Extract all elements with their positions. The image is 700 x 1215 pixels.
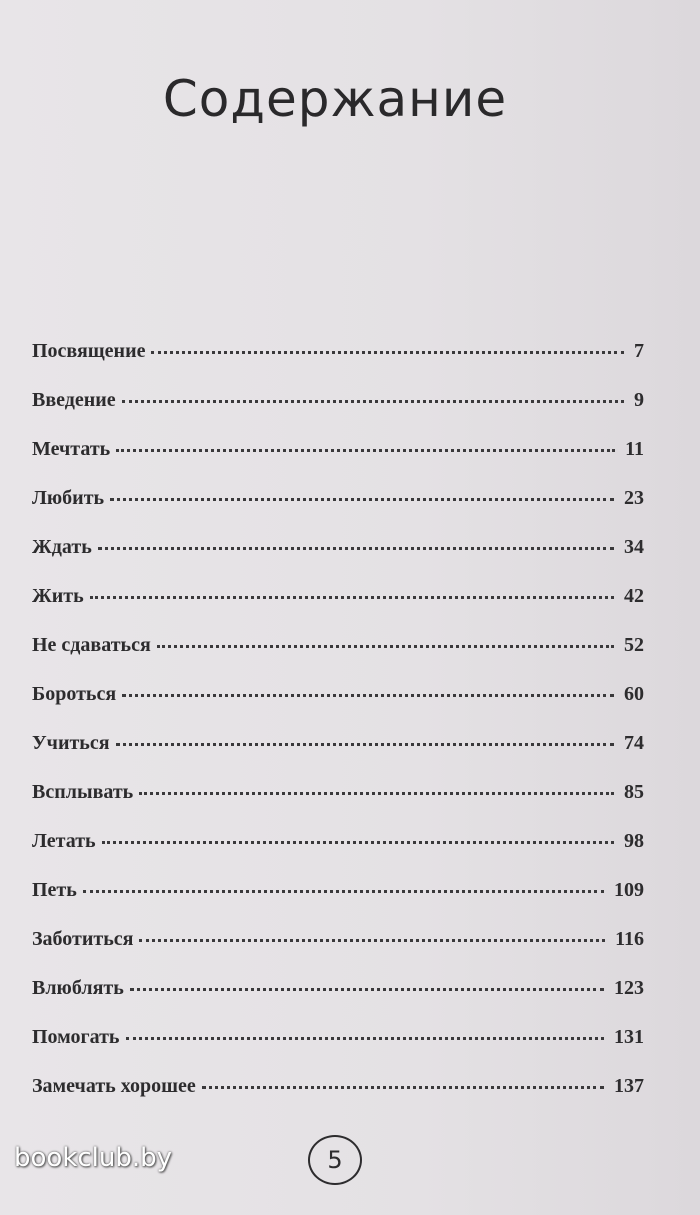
table-of-contents: [32, 340, 644, 1124]
toc-entry-page: 123: [614, 977, 644, 999]
toc-entry-label: Жить: [32, 585, 84, 607]
toc-entry-page: 11: [625, 438, 644, 460]
toc-entry-label: Посвящение: [32, 340, 146, 362]
toc-entry-label: Ждать: [32, 536, 92, 558]
toc-entry: [32, 781, 644, 830]
toc-entry: [32, 683, 644, 732]
page-number-badge: 5: [308, 1135, 362, 1185]
toc-entry-page: 116: [615, 928, 644, 950]
toc-entry-label: Мечтать: [32, 438, 111, 460]
dot-leader: [157, 645, 614, 648]
dot-leader: [122, 694, 614, 697]
toc-entry: [32, 634, 644, 683]
toc-entry-label: Петь: [32, 879, 77, 901]
dot-leader: [202, 1086, 604, 1089]
toc-entry-label: Всплывать: [32, 781, 134, 803]
dot-leader: [110, 498, 614, 501]
toc-entry-page: 9: [634, 389, 644, 411]
toc-entry: [32, 340, 644, 389]
toc-entry-label: Введение: [32, 389, 116, 411]
dot-leader: [139, 792, 614, 795]
toc-entry: [32, 536, 644, 585]
dot-leader: [98, 547, 614, 550]
toc-entry-page: 131: [614, 1026, 644, 1048]
toc-entry: [32, 879, 644, 928]
toc-entry-label: Не сдаваться: [32, 634, 151, 656]
dot-leader: [116, 449, 615, 452]
toc-entry-label: Летать: [32, 830, 96, 852]
toc-entry: [32, 830, 644, 879]
dot-leader: [126, 1037, 605, 1040]
toc-entry-page: 34: [624, 536, 644, 558]
toc-entry: [32, 977, 644, 1026]
toc-entry: [32, 487, 644, 536]
toc-entry-page: 52: [624, 634, 644, 656]
toc-entry: [32, 1026, 644, 1075]
toc-entry-label: Замечать хорошее: [32, 1075, 196, 1097]
toc-entry: [32, 732, 644, 781]
toc-entry: [32, 389, 644, 438]
toc-entry-page: 7: [634, 340, 644, 362]
toc-entry: [32, 928, 644, 977]
toc-entry-label: Учиться: [32, 732, 110, 754]
dot-leader: [130, 988, 604, 991]
dot-leader: [83, 890, 604, 893]
toc-entry-page: 109: [614, 879, 644, 901]
toc-entry-page: 42: [624, 585, 644, 607]
watermark: bookclub.by: [14, 1143, 173, 1173]
toc-entry-label: Любить: [32, 487, 105, 509]
toc-entry-page: 60: [624, 683, 644, 705]
toc-entry: [32, 438, 644, 487]
toc-entry-label: Бороться: [32, 683, 117, 705]
dot-leader: [90, 596, 614, 599]
dot-leader: [116, 743, 614, 746]
dot-leader: [151, 351, 624, 354]
dot-leader: [139, 939, 605, 942]
toc-entry-page: 74: [624, 732, 644, 754]
toc-entry: [32, 1075, 644, 1124]
page-title: Содержание: [162, 70, 508, 128]
toc-entry-page: 98: [624, 830, 644, 852]
toc-entry-label: Помогать: [32, 1026, 120, 1048]
dot-leader: [122, 400, 624, 403]
toc-entry-label: Заботиться: [32, 928, 134, 950]
toc-entry-page: 23: [624, 487, 644, 509]
toc-entry: [32, 585, 644, 634]
dot-leader: [102, 841, 614, 844]
toc-entry-label: Влюблять: [32, 977, 124, 999]
toc-entry-page: 137: [614, 1075, 644, 1097]
toc-entry-page: 85: [624, 781, 644, 803]
